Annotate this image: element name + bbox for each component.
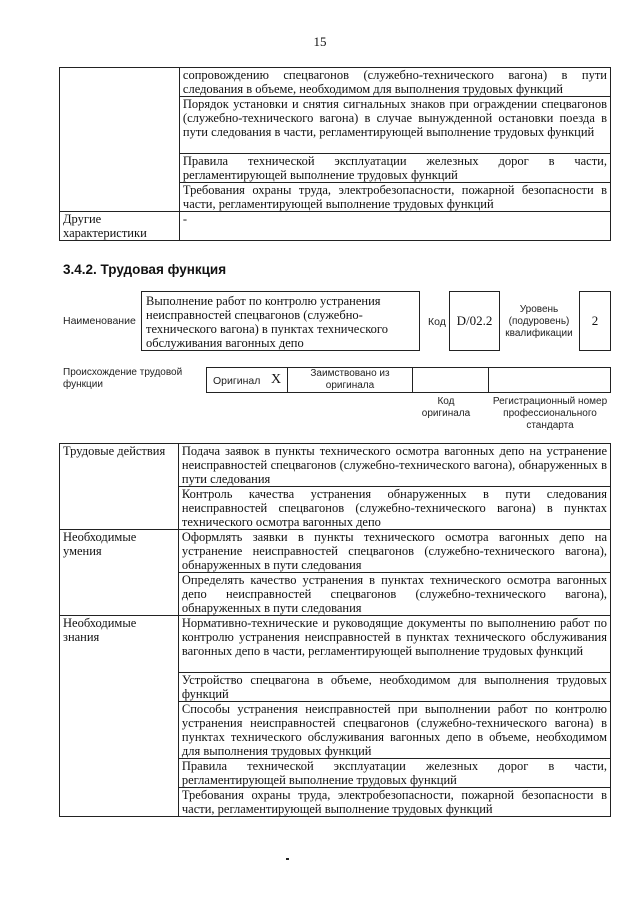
skill-item: Оформлять заявки в пункты технического осмотра вагонных депо на устранение неисправностей спецвагонов (служебно-технического вагона), обнаруженных в пути следования [178, 530, 610, 573]
page-number: 15 [313, 34, 327, 49]
origin-label: Происхождение трудовой функции [63, 367, 183, 390]
divider [287, 368, 288, 392]
row-label: Необходимые умения [60, 530, 179, 616]
knowledge-item: Правила технической эксплуатации железных дорог в части, регламентирующей выполнение трудовых функций [179, 154, 610, 183]
other-characteristics-value: - [179, 212, 610, 241]
knowledge-item: Требования охраны труда, электробезопасности, пожарной безопасности в части, регламентирующей выполнение трудовых функций [178, 788, 610, 817]
function-table [59, 443, 611, 817]
table-row [60, 616, 611, 673]
knowledge-item: Способы устранения неисправностей при выполнении работ по контролю устранения неисправностей спецвагонов (служебно-технического вагона) в пунктах технического обслуживания вагонных депо в объеме, необходимом для выполнения трудовых функций [178, 702, 610, 759]
labor-action-item: Контроль качества устранения обнаруженных в пути следования неисправностей спецвагонов (служебно-технического вагона) в пунктах технического осмотра вагонных депо [178, 487, 610, 530]
code-label: Код [428, 316, 446, 328]
original-label: Оригинал [213, 375, 261, 387]
level-value: 2 [579, 291, 611, 351]
name-label: Наименование [63, 315, 136, 327]
code-value: D/02.2 [449, 291, 500, 351]
section-title: 3.4.2. Трудовая функция [63, 262, 227, 277]
knowledge-item: Требования охраны труда, электробезопасности, пожарной безопасности в части, регламентирующей выполнение трудовых функций [179, 183, 610, 212]
table-row [60, 68, 611, 97]
knowledge-item: сопровождению спецвагонов (служебно-технического вагона) в пути следования в объеме, необходимом для выполнения трудовых функций [179, 68, 610, 97]
table-row [60, 212, 611, 241]
original-mark: X [271, 372, 282, 387]
skill-item: Определять качество устранения в пунктах технического осмотра вагонных депо неисправностей спецвагонов (служебно-технического вагона), обнаруженных в пути следования [178, 573, 610, 616]
reg-number-label: Регистрационный номер профессионального стандарта [492, 396, 608, 431]
scan-mark [286, 858, 289, 860]
knowledge-item: Устройство спецвагона в объеме, необходимом для выполнения трудовых функций [178, 673, 610, 702]
row-label: Другие характеристики [60, 212, 180, 241]
function-name: Выполнение работ по контролю устранения неисправностей спецвагонов (служебно-технического вагона) в пунктах технического обслуживания вагонных депо [141, 291, 420, 351]
row-label [60, 68, 180, 212]
knowledge-item: Правила технической эксплуатации железных дорог в части, регламентирующей выполнение трудовых функций [178, 759, 610, 788]
continuation-table [59, 67, 611, 241]
origin-row [206, 367, 611, 393]
code-original-label: Код оригинала [421, 396, 471, 419]
row-label: Необходимые знания [60, 616, 179, 817]
table-row [60, 444, 611, 487]
row-label: Трудовые действия [60, 444, 179, 530]
table-row [60, 530, 611, 573]
borrowed-label: Заимствовано из оригинала [310, 368, 390, 391]
divider [488, 368, 489, 392]
divider [412, 368, 413, 392]
level-label: Уровень (подуровень) квалификации [505, 304, 573, 339]
labor-action-item: Подача заявок в пункты технического осмотра вагонных депо на устранение неисправностей спецвагонов (служебно-технического вагона), обнаруженных в пути следования [178, 444, 610, 487]
knowledge-item: Нормативно-технические и руководящие документы по выполнению работ по контролю устранения неисправностей в пунктах технического обслуживания вагонных депо в части, регламентирующей выполнение трудовых функций [178, 616, 610, 673]
knowledge-item: Порядок установки и снятия сигнальных знаков при ограждении спецвагонов (служебно-технического вагона) в случае вынужденной остановки поезда в пути следования в части, регламентирующей выполнение трудовых функций [179, 97, 610, 154]
